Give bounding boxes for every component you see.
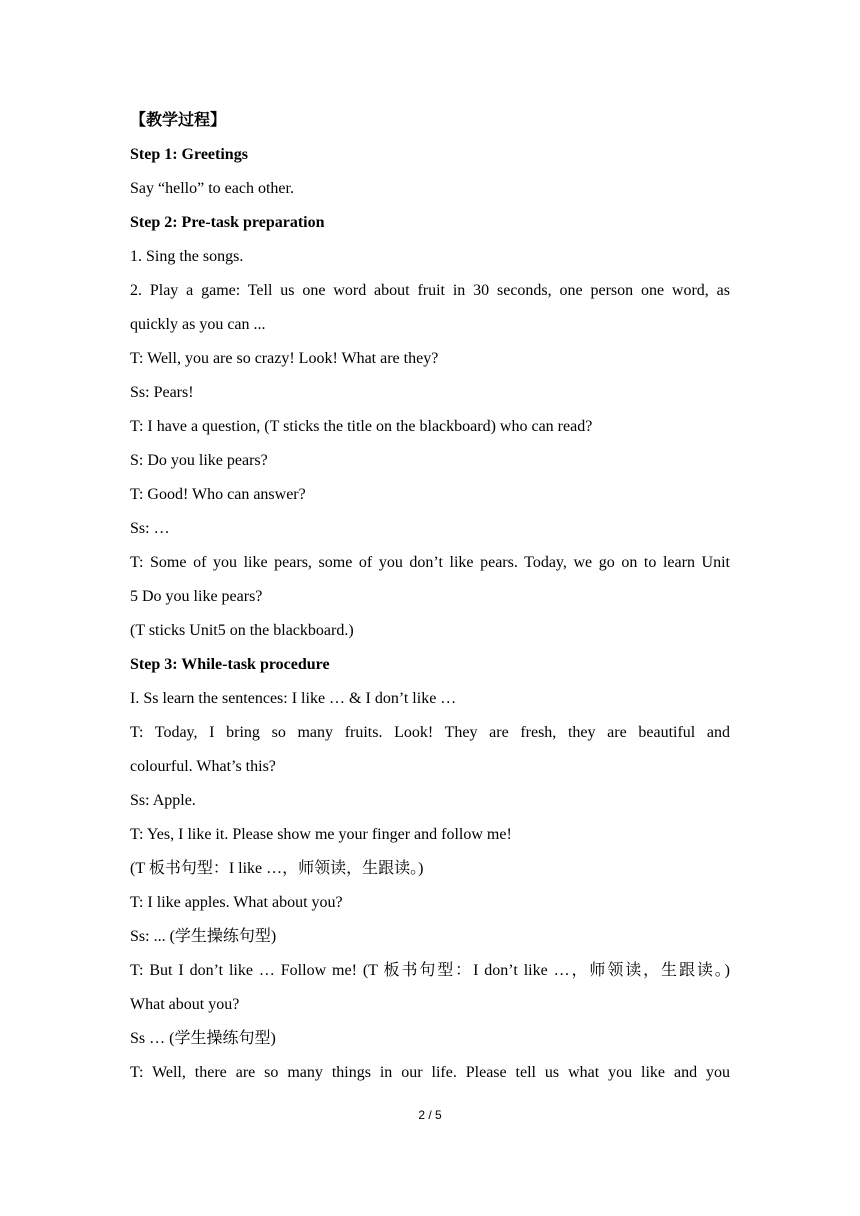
step-1-heading: Step 1: Greetings — [130, 146, 248, 163]
paragraph-line: Say “hello” to each other. — [130, 180, 294, 197]
paragraph-line: colourful. What’s this? — [130, 758, 276, 775]
paragraph-line: 1. Sing the songs. — [130, 248, 244, 265]
paragraph-line: T: But I don’t like … Follow me! (T 板书句型：I don’t like …，师领读，生跟读。) — [130, 962, 730, 979]
page-body — [130, 104, 730, 1090]
paragraph-line: What about you? — [130, 996, 240, 1013]
paragraph-line: Ss: Apple. — [130, 792, 196, 809]
paragraph-line: 2. Play a game: Tell us one word about fruit in 30 seconds, one person one word, as — [130, 282, 730, 299]
paragraph-line: 5 Do you like pears? — [130, 588, 263, 605]
page-number: 2 / 5 — [418, 1108, 442, 1122]
step-2-heading: Step 2: Pre-task preparation — [130, 214, 325, 231]
paragraph-line: Ss: … — [130, 520, 170, 537]
paragraph-line: T: I have a question, (T sticks the title on the blackboard) who can read? — [130, 418, 593, 435]
paragraph-line: T: Well, you are so crazy! Look! What are they? — [130, 350, 439, 367]
paragraph-line: T: Good! Who can answer? — [130, 486, 306, 503]
paragraph-line: T: Well, there are so many things in our life. Please tell us what you like and you — [130, 1064, 730, 1081]
paragraph-line: I. Ss learn the sentences: I like … & I don’t like … — [130, 690, 457, 707]
paragraph-line: Ss: Pears! — [130, 384, 194, 401]
paragraph-line: Ss … (学生操练句型) — [130, 1030, 276, 1047]
paragraph-line: Ss: ... (学生操练句型) — [130, 928, 277, 945]
paragraph-line: quickly as you can ... — [130, 316, 266, 333]
paragraph-line: T: Today, I bring so many fruits. Look! They are fresh, they are beautiful and — [130, 724, 730, 741]
paragraph-line: (T 板书句型：I like …，师领读，生跟读。) — [130, 860, 424, 877]
section-heading: 【教学过程】 — [130, 112, 227, 129]
paragraph-line: S: Do you like pears? — [130, 452, 268, 469]
step-3-heading: Step 3: While-task procedure — [130, 656, 330, 673]
paragraph-line: (T sticks Unit5 on the blackboard.) — [130, 622, 354, 639]
paragraph-line: T: Some of you like pears, some of you don’t like pears. Today, we go on to learn Unit — [130, 554, 730, 571]
paragraph-line: T: I like apples. What about you? — [130, 894, 343, 911]
paragraph-line: T: Yes, I like it. Please show me your finger and follow me! — [130, 826, 512, 843]
